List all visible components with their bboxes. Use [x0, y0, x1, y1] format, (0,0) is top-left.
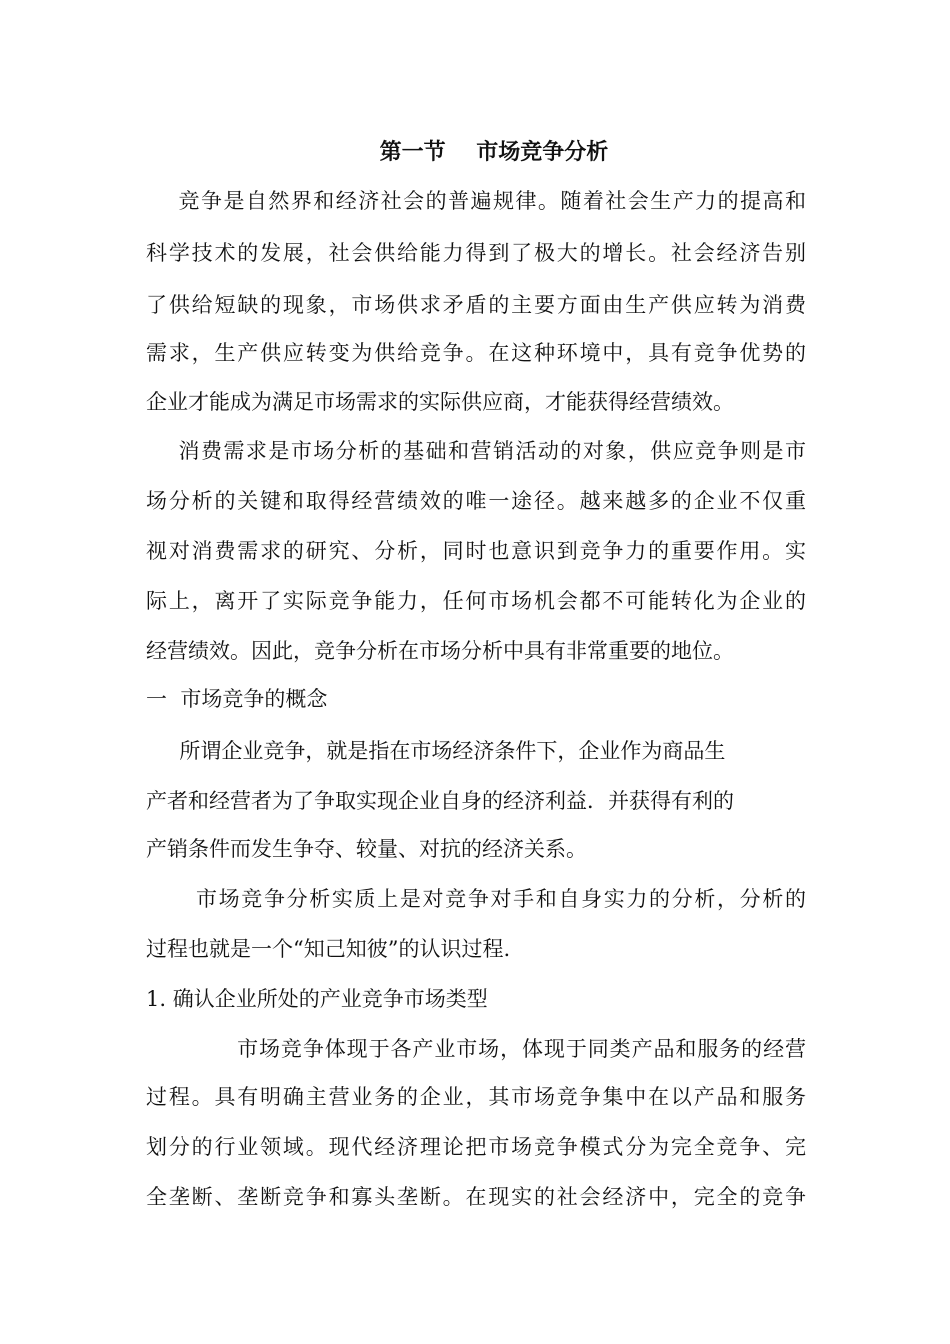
section-title: 第一节 市场竞争分析 — [379, 139, 609, 165]
body-line-8: 视对消费需求的研究、分析，同时也意识到竞争力的重要作用。实 — [146, 539, 806, 563]
body-line-12: 产者和经营者为了争取实现企业自身的经济利益．并获得有利的 — [146, 789, 734, 813]
body-line-14: 市场竞争分析实质上是对竞争对手和自身实力的分析，分析的 — [146, 887, 806, 911]
body-line-4: 需求，生产供应转变为供给竞争。在这种环境中，具有竞争优势的 — [146, 341, 806, 365]
body-line-2: 科学技术的发展，社会供给能力得到了极大的增长。社会经济告别 — [146, 241, 806, 265]
body-line-10: 经营绩效。因此，竞争分析在市场分析中具有非常重要的地位。 — [146, 639, 734, 663]
body-line-11: 所谓企业竞争，就是指在市场经济条件下，企业作为商品生 — [146, 739, 726, 763]
body-line-19: 全垄断、垄断竞争和寡头垄断。在现实的社会经济中，完全的竞争 — [146, 1185, 806, 1209]
body-line-9: 际上，离开了实际竞争能力，任何市场机会都不可能转化为企业的 — [146, 589, 806, 613]
body-line-7: 场分析的关键和取得经营绩效的唯一途径。越来越多的企业不仅重 — [146, 489, 806, 513]
body-line-15: 过程也就是一个“知己知彼”的认识过程. — [146, 937, 511, 961]
body-line-17: 过程。具有明确主营业务的企业，其市场竞争集中在以产品和服务 — [146, 1085, 806, 1109]
body-line-3: 了供给短缺的现象，市场供求矛盾的主要方面由生产供应转为消费 — [146, 293, 806, 317]
body-line-13: 产销条件而发生争夺、较量、对抗的经济关系。 — [146, 837, 587, 861]
body-line-16: 市场竞争体现于各产业市场，体现于同类产品和服务的经营 — [146, 1037, 806, 1061]
body-line-6: 消费需求是市场分析的基础和营销活动的对象，供应竞争则是市 — [146, 439, 806, 463]
numbered-heading: 1. 确认企业所处的产业竞争市场类型 — [146, 987, 488, 1011]
body-line-5: 企业才能成为满足市场需求的实际供应商，才能获得经营绩效。 — [146, 390, 734, 414]
body-line-18: 划分的行业领域。现代经济理论把市场竞争模式分为完全竞争、完 — [146, 1135, 806, 1159]
subsection-heading: 一 市场竞争的概念 — [146, 687, 328, 711]
body-line-1: 竞争是自然界和经济社会的普遍规律。随着社会生产力的提高和 — [146, 189, 806, 213]
